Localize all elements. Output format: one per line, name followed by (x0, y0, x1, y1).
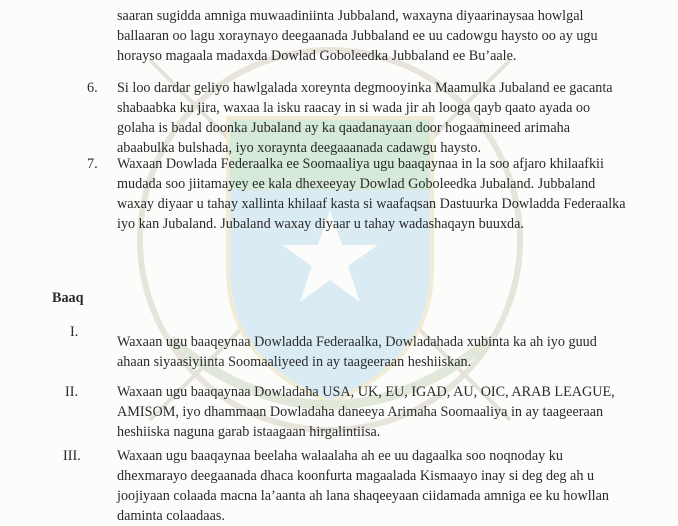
text-line: Si loo dardar geliyo hawlgalada xoreynta degmooyinka Maamulka Jubaland ee gacanta (117, 80, 613, 96)
item-number: 6. (87, 80, 98, 96)
text-line: mudada soo jiitamayey ee kala dhexeeyay Dowlad Goboleedka Jubaland. Jubbaland (117, 176, 596, 192)
item-number: 7. (87, 156, 98, 172)
text-line: daminta colaadaas. (117, 508, 225, 524)
text-line: iyo kan Jubaland. Jubaland waxay diyaar u tahay wadashaqayn buuxda. (117, 216, 524, 232)
text-line: Waxaan ugu baaqaynaa Dowladaha USA, UK, EU, IGAD, AU, OIC, ARAB LEAGUE, (117, 384, 615, 400)
text-line: abaabulka bulshada, iyo xoraynta deegaaanada cadawgu haysto. (117, 140, 481, 156)
text-line: Waxaan ugu baaqaynaa beelaha walaalaha ah ee uu dagaalka soo noqnoday ku (117, 448, 563, 464)
text-line: horayso magaala madaxda Dowlad Goboleedka Jubbaland ee Bu’aale. (117, 48, 517, 64)
text-line: shabaabka ku jira, waxaa la isku raacay in si wada jir ah looga qayb qaato ayada oo (117, 100, 591, 116)
section-heading: Baaq (52, 290, 84, 306)
item-number: II. (65, 384, 78, 400)
item-number: III. (63, 448, 81, 464)
text-line: dhexmarayo deegaanada dhaca koonfurta magaalada Kismaayo inay si deg deg ah u (117, 468, 595, 484)
item-number: I. (70, 324, 79, 340)
text-line: Waxaan ugu baaqeynaa Dowladda Federaalka, Dowladahada xubinta ka ah iyo guud (117, 334, 597, 350)
text-line: AMISOM, iyo dhammaan Dowladaha daneeya Arimaha Soomaaliya in ay taageeraan (117, 404, 604, 420)
text-line: Waxaan Dowlada Federaalka ee Soomaaliya ugu baaqaynaa in la soo afjaro khilaafkii (117, 156, 604, 172)
text-line: golaha is badal doonka Jubaland ay ka qaadanayaan door hogaamineed arimaha (117, 120, 571, 136)
text-line: heshiiska naguna garab istaagaan hirgalintiisa. (117, 424, 381, 440)
text-line: ahaan siyaasiyiinta Soomaaliyeed in ay taageeraan heshiiskan. (117, 354, 472, 370)
text-line: ballaaran oo lagu xoraynayo deegaanada Jubbaland ee uu cadowgu haysto oo ay ugu (117, 28, 598, 44)
text-line: waxay diyaar u tahay xallinta khilaaf kasta si waafaqsan Dastuurka Dowladda Federaalka (117, 196, 626, 212)
text-line: joojiyaan colaada macna la’aanta ah lana shaqeeyaan ciidamada amniga ee ku howllan (117, 488, 609, 504)
text-line: saaran sugidda amniga muwaadiniinta Jubbaland, waxayna diyaarinaysaa howlgal (117, 8, 584, 24)
